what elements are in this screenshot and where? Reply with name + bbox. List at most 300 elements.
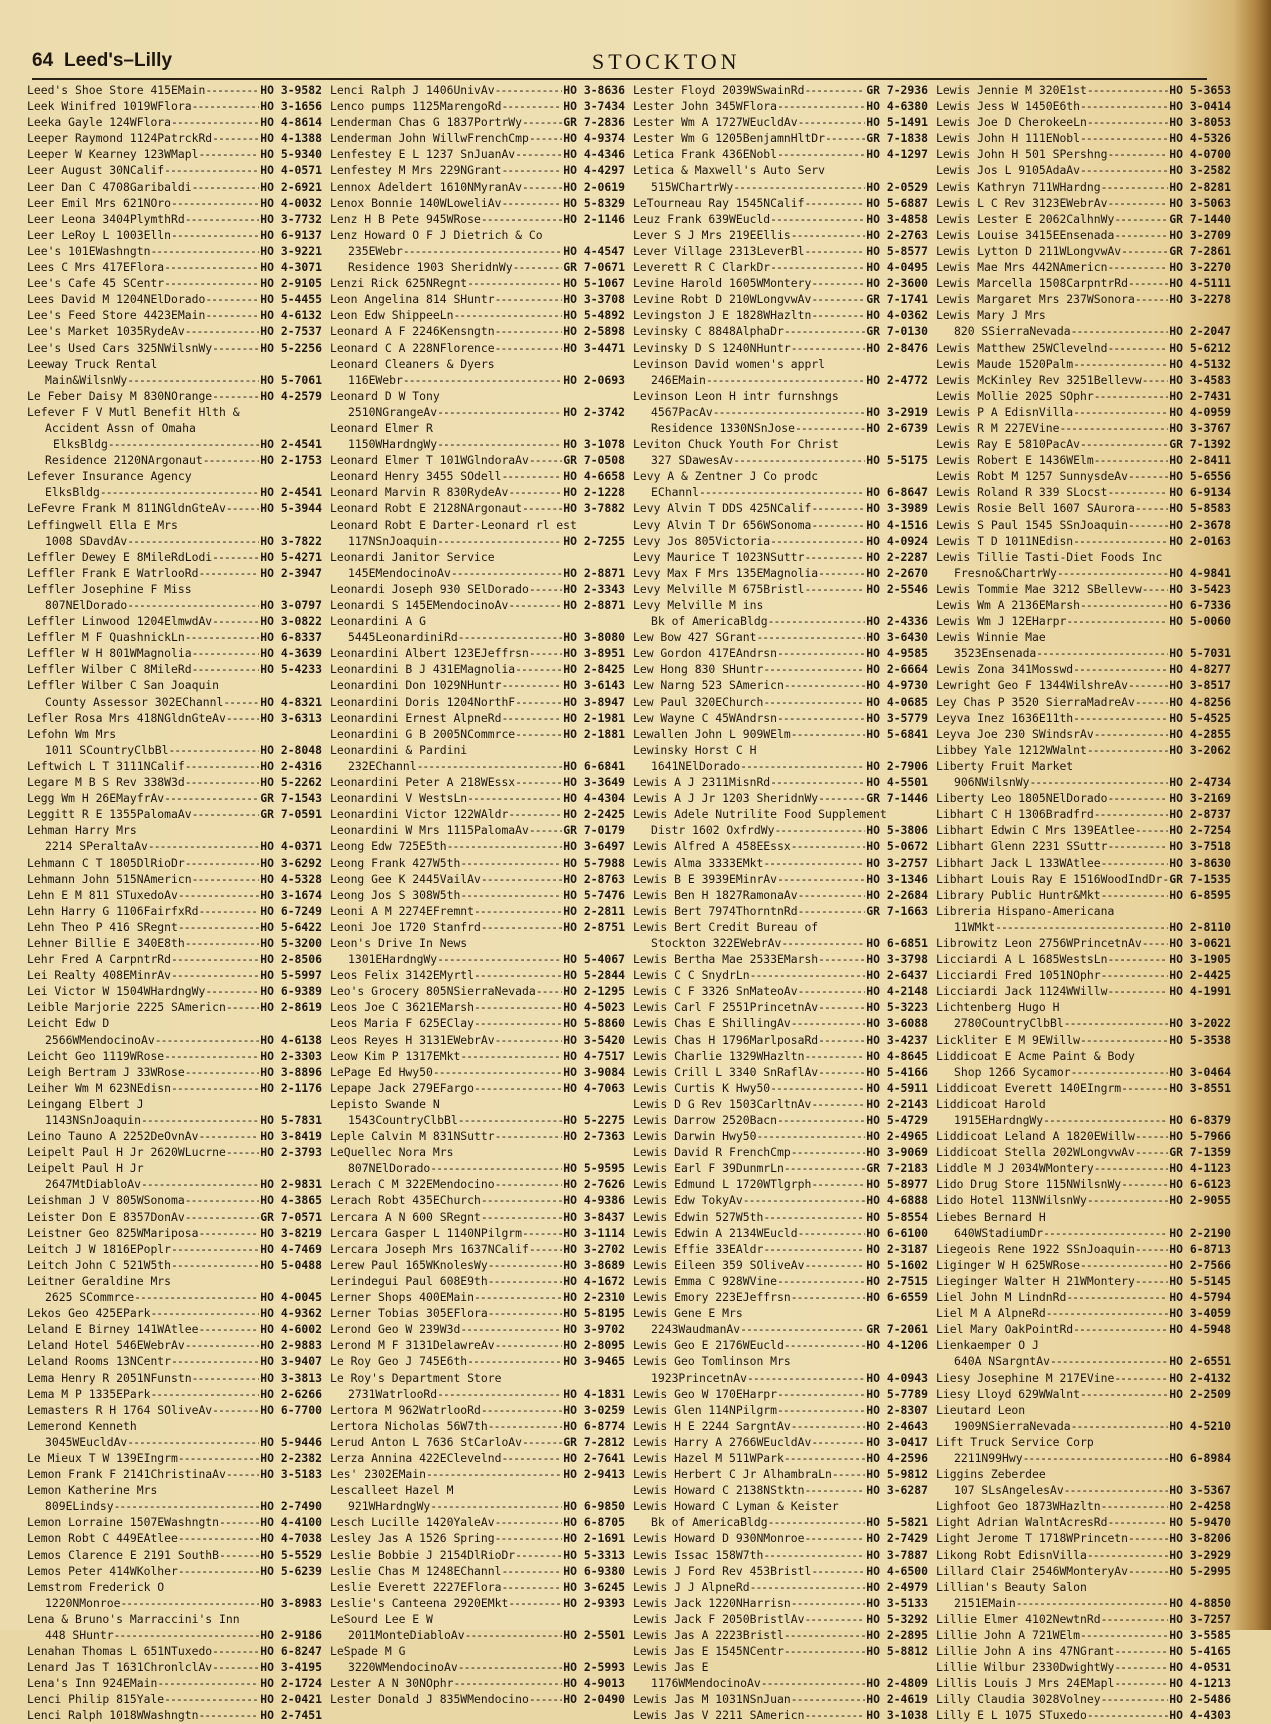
leader-dots	[495, 291, 563, 307]
phone-number: HO 2-1228	[563, 485, 625, 500]
listing-entry	[936, 468, 1231, 484]
leader-dots	[155, 1032, 260, 1048]
listing-entry	[936, 1514, 1231, 1530]
phone-number: HO 5-4067	[563, 952, 625, 967]
listing-name: Lee's Market 1035RydeAv	[27, 324, 185, 339]
listing-entry	[633, 500, 928, 516]
leader-dots	[1135, 1128, 1168, 1144]
listing-name: Leonard Marvin R 830RydeAv	[330, 485, 509, 500]
listing-name: Lew Narng 523 SAmericn	[633, 678, 784, 693]
leader-dots	[198, 903, 259, 919]
phone-number: GR 7-0671	[563, 260, 625, 275]
listing-name: Lertora M 962WatrlooRd	[330, 1402, 481, 1417]
listing-entry	[27, 1353, 322, 1369]
listing-entry	[936, 1675, 1231, 1691]
phone-number: HO 2-0163	[1169, 533, 1231, 548]
phone-number: HO 3-9702	[563, 1322, 625, 1337]
listing-name: Leeper Raymond 1124PatrckRd	[27, 131, 213, 146]
listing-entry	[27, 1176, 322, 1192]
phone-number: HO 4-4297	[563, 163, 625, 178]
leader-dots	[1036, 645, 1168, 661]
phone-number: HO 2-1295	[563, 984, 625, 999]
phone-number: HO 3-1078	[563, 437, 625, 452]
leader-dots	[777, 1112, 865, 1128]
listing-entry	[330, 838, 625, 854]
leader-dots	[127, 533, 259, 549]
phone-number: HO 2-4316	[260, 758, 322, 773]
listing-name: Lemos Clarence E 2191 SouthB	[27, 1547, 220, 1562]
listing-entry	[27, 1691, 322, 1707]
leader-dots	[529, 452, 562, 468]
phone-number: HO 2-0693	[563, 372, 625, 387]
phone-number: HO 2-2310	[563, 1290, 625, 1305]
listing-name: Lewis Herbert C Jr AlhambraLn	[633, 1467, 832, 1482]
listing-name: Leonard Cleaners & Dyers	[330, 356, 495, 371]
phone-number: HO 3-2022	[1169, 1016, 1231, 1031]
phone-number: HO 4-9841	[1169, 565, 1231, 580]
listing-name: Lilly E L 1075 STuxedo	[936, 1708, 1087, 1723]
listing-entry	[633, 259, 928, 275]
leader-dots	[1071, 1064, 1169, 1080]
listing-name: Levine Robt D 210WLongvwAv	[633, 292, 812, 307]
listing-name: Leyva Joe 230 SWindsrAv	[936, 726, 1094, 741]
listing-name: Leo's Grocery 805NSierraNevada	[330, 984, 536, 999]
leader-dots	[763, 855, 865, 871]
leader-dots	[832, 1466, 865, 1482]
phone-number: HO 4-1123	[1169, 1161, 1231, 1176]
listing-entry	[27, 533, 322, 549]
listing-entry	[27, 565, 322, 581]
phone-number: HO 2-2143	[866, 1096, 928, 1111]
listing-entry	[936, 291, 1231, 307]
listing-name: ElksBldg	[45, 485, 100, 500]
listing-name: Lever S J Mrs 219EEllis	[633, 227, 791, 242]
phone-number: HO 3-1674	[260, 887, 322, 902]
listing-name: 116EWebr	[348, 372, 403, 387]
listing-entry	[936, 967, 1231, 983]
listing-entry	[633, 999, 928, 1015]
listing-entry	[27, 1643, 322, 1659]
listing-name: 1641NElDorado	[651, 758, 741, 773]
listing-entry	[330, 1176, 625, 1192]
leader-dots	[529, 1241, 562, 1257]
listing-entry	[633, 903, 928, 919]
listing-name: Leed's Shoe Store 415EMain	[27, 83, 206, 97]
listing-name: Lewis Lytton D 211WLongvwAv	[936, 243, 1122, 258]
listing-entry	[936, 677, 1231, 693]
leader-dots	[791, 1691, 866, 1707]
listing-name: Leino Tauno A 2252DeOvnAv	[27, 1129, 199, 1144]
listing-entry	[330, 388, 625, 404]
listing-name: Leos Maria F 625EClay	[330, 1016, 475, 1031]
phone-number: HO 6-7336	[1169, 598, 1231, 612]
listing-name: Lerindegui Paul 608E9th	[330, 1273, 488, 1288]
column-3	[633, 82, 928, 1724]
phone-number: HO 3-5183	[260, 1467, 322, 1482]
phone-number: HO 3-8517	[1169, 678, 1231, 693]
listing-entry	[633, 1064, 928, 1080]
leader-dots	[488, 1273, 563, 1289]
directory-columns	[27, 82, 1231, 1723]
phone-number: HO 2-1691	[563, 1531, 625, 1546]
phone-number: HO 4-7063	[563, 1080, 625, 1095]
phone-number: HO 4-0685	[866, 694, 928, 709]
listing-name: Leland Rooms 13NCentr	[27, 1354, 172, 1369]
phone-number: HO 3-2919	[866, 404, 928, 419]
listing-name: Leland Hotel 546EWebrAv	[27, 1338, 185, 1353]
leader-dots	[467, 275, 562, 291]
listing-name: Levy Alvin T DDS 425NCalif	[633, 501, 812, 516]
listing-entry	[330, 1289, 625, 1305]
leader-dots	[791, 1595, 866, 1611]
listing-entry	[936, 919, 1231, 935]
phone-number: HO 5-8195	[563, 1306, 625, 1321]
listing-name: Library Public Huntr&Mkt	[936, 887, 1101, 902]
phone-number: HO 5-5997	[260, 968, 322, 983]
phone-number: HO 4-9013	[563, 1676, 625, 1691]
leader-dots	[1087, 742, 1168, 758]
phone-number: HO 5-4892	[563, 308, 625, 323]
leader-dots	[1107, 484, 1168, 500]
phone-number: HO 3-0414	[1169, 99, 1231, 114]
listing-entry	[633, 661, 928, 677]
listing-name: Levinson David women's apprl	[633, 356, 826, 371]
phone-number: HO 4-8321	[260, 694, 322, 709]
phone-number: HO 2-3187	[866, 1241, 928, 1256]
phone-number: HO 2-7429	[866, 1531, 928, 1546]
listing-entry	[330, 1032, 625, 1048]
listing-name: Leos Felix 3142EMyrtl	[330, 968, 475, 983]
listing-entry	[27, 661, 322, 677]
leader-dots	[1080, 98, 1168, 114]
listing-entry	[936, 774, 1231, 790]
phone-number: HO 6-9850	[563, 1499, 625, 1514]
listing-entry	[330, 146, 625, 162]
listing-entry	[633, 291, 928, 307]
leader-dots	[536, 983, 563, 999]
listing-name: Lena & Bruno's Marraccini's Inn	[27, 1611, 240, 1626]
listing-name: Leos Joe C 3621EMarsh	[330, 1000, 475, 1015]
phone-number: HO 2-4809	[866, 1676, 928, 1691]
leader-dots	[804, 1048, 865, 1064]
listing-name: Lewis John H 501 SPershng	[936, 147, 1108, 162]
phone-number: HO 5-7988	[563, 855, 625, 870]
leader-dots	[164, 1691, 259, 1707]
leader-dots	[474, 999, 562, 1015]
listing-entry	[27, 1434, 322, 1450]
listing-entry	[330, 1048, 625, 1064]
listing-name: Leftwich L T 3111NCalif	[27, 758, 185, 773]
listing-name: Leos Reyes H 3131EWebrAv	[330, 1032, 495, 1047]
listing-name: Lewis Rosie Bell 1607 SAurora	[936, 501, 1135, 516]
listing-entry	[27, 549, 322, 565]
listing-entry	[330, 1370, 625, 1386]
listing-entry	[330, 983, 625, 999]
leader-dots	[1107, 259, 1168, 275]
listing-entry	[936, 259, 1231, 275]
listing-entry	[936, 549, 1231, 565]
listing-entry	[330, 1386, 625, 1402]
phone-number: HO 6-6559	[866, 1290, 928, 1305]
listing-name: Lewis D G Rev 1503CarltnAv	[633, 1096, 812, 1111]
listing-entry	[330, 1273, 625, 1289]
leader-dots	[770, 533, 865, 549]
listing-entry	[633, 323, 928, 339]
listing-entry	[936, 1402, 1231, 1418]
phone-number: HO 4-4304	[563, 791, 625, 806]
phone-number: HO 4-2148	[866, 984, 928, 999]
leader-dots	[205, 983, 259, 999]
listing-entry	[633, 162, 928, 178]
listing-entry	[27, 1547, 322, 1563]
phone-number: HO 5-3200	[260, 935, 322, 950]
listing-name: 327 SDawesAv	[651, 453, 734, 468]
listing-entry	[330, 1659, 625, 1675]
leader-dots	[1107, 983, 1168, 999]
leader-dots	[1121, 1176, 1168, 1192]
listing-name: Legg Wm H 26EMayfrAv	[27, 791, 165, 806]
leader-dots	[212, 1402, 259, 1418]
listing-entry	[633, 871, 928, 887]
leader-dots	[1059, 420, 1168, 436]
phone-number: GR 7-0591	[260, 807, 322, 822]
listing-name: Liesy Lloyd 629WWalnt	[936, 1386, 1081, 1401]
phone-number: HO 2-8871	[563, 598, 625, 612]
listing-name: Likong Robt EdisnVilla	[936, 1547, 1087, 1562]
leader-dots	[164, 162, 259, 178]
listing-name: Lema M P 1335EPark	[27, 1386, 151, 1401]
phone-number: HO 6-8379	[1169, 1113, 1231, 1127]
listing-entry	[633, 710, 928, 726]
leader-dots	[481, 919, 562, 935]
listing-name: Leeka Gayle 124WFlora	[27, 115, 172, 130]
listing-entry	[633, 1192, 928, 1208]
leader-dots	[791, 1289, 866, 1305]
listing-name: Lewis J Ford Rev 453Bristl	[633, 1563, 812, 1578]
phone-number: HO 5-7789	[866, 1386, 928, 1401]
listing-entry	[633, 935, 928, 951]
listing-entry	[330, 549, 625, 565]
phone-number: HO 5-6422	[260, 919, 322, 934]
leader-dots	[1016, 1595, 1169, 1611]
page-number: 64	[32, 50, 54, 71]
listing-entry	[330, 1160, 625, 1176]
phone-number: HO 2-8281	[1169, 179, 1231, 194]
listing-name: Lenci Ralph J 1406UnivAv	[330, 83, 495, 97]
listing-name: 809ELindsy	[45, 1499, 114, 1514]
listing-name: Distr 1602 OxfrdWy	[651, 823, 775, 838]
listing-entry	[330, 1611, 625, 1627]
listing-entry	[936, 195, 1231, 211]
leader-dots	[1121, 243, 1168, 259]
listing-name: Lillie John A 721WElm	[936, 1628, 1081, 1642]
leader-dots	[205, 291, 259, 307]
phone-number: HO 4-5210	[1169, 1418, 1231, 1433]
phone-number: HO 4-6658	[563, 469, 625, 484]
listing-entry	[27, 1675, 322, 1691]
listing-entry	[936, 323, 1231, 339]
listing-entry	[330, 1257, 625, 1273]
listing-entry	[330, 517, 625, 533]
listing-name: Leon Edw ShippeeLn	[330, 308, 454, 323]
leader-dots	[185, 629, 260, 645]
listing-name: Liebes Bernard H	[936, 1209, 1046, 1224]
phone-number: HO 3-8053	[1169, 115, 1231, 130]
listing-name: 2011MonteDiabloAv	[348, 1628, 465, 1642]
phone-number: HO 2-7254	[1169, 823, 1231, 838]
listing-name: Lewis McKinley Rev 3251Bellevw	[936, 372, 1142, 387]
phone-number: HO 6-8337	[260, 630, 322, 645]
listing-entry	[330, 291, 625, 307]
phone-number: HO 3-7434	[563, 99, 625, 114]
listing-entry	[936, 1547, 1231, 1563]
listing-entry	[633, 1547, 928, 1563]
listing-entry	[27, 1321, 322, 1337]
listing-entry	[936, 597, 1231, 613]
listing-entry	[330, 1353, 625, 1369]
listing-name: Light Adrian WalntAcresRd	[936, 1515, 1108, 1530]
leader-dots	[761, 1675, 866, 1691]
listing-name: Leek Winifred 1019WFlora	[27, 99, 192, 114]
listing-entry	[27, 694, 322, 710]
listing-name: Lewis Ben H 1827RamonaAv	[633, 887, 798, 902]
listing-entry	[27, 822, 322, 838]
listing-entry	[936, 822, 1231, 838]
listing-entry	[633, 1514, 928, 1530]
listing-entry	[330, 1402, 625, 1418]
listing-entry	[633, 114, 928, 130]
listing-name: 3220WMendocinoAv	[348, 1660, 458, 1675]
listing-name: County Assessor 302EChannl	[45, 694, 224, 709]
listing-entry	[27, 436, 322, 452]
leader-dots	[522, 1225, 562, 1241]
listing-name: Lewis John H 111ENobl	[936, 131, 1081, 146]
leader-dots	[501, 162, 562, 178]
listing-name: 1220NMonroe	[45, 1595, 121, 1610]
leader-dots	[1066, 1289, 1168, 1305]
phone-number: HO 3-5063	[1169, 195, 1231, 210]
listing-entry	[27, 130, 322, 146]
phone-number: HO 3-5420	[563, 1032, 625, 1047]
listing-name: 2731WatrlooRd	[348, 1386, 438, 1401]
listing-name: Lewis Bertha Mae 2533EMarsh	[633, 952, 819, 967]
leader-dots	[171, 195, 259, 211]
leader-dots	[150, 1305, 259, 1321]
phone-number: HO 2-3678	[1169, 517, 1231, 532]
listing-name: 820 SSierraNevada	[954, 324, 1071, 339]
leader-dots	[811, 1176, 865, 1192]
leader-dots	[1071, 323, 1169, 339]
leader-dots	[501, 1579, 562, 1595]
leader-dots	[474, 967, 562, 983]
leader-dots	[1107, 838, 1168, 854]
phone-number: HO 5-4271	[260, 549, 322, 564]
leader-dots	[212, 130, 259, 146]
listing-entry	[633, 533, 928, 549]
leader-dots	[508, 597, 562, 613]
phone-number: HO 2-9055	[1169, 1193, 1231, 1208]
leader-dots	[529, 822, 562, 838]
listing-name: Lewis Jack F 2050BristlAv	[633, 1611, 805, 1626]
leader-dots	[192, 806, 260, 822]
listing-name: Lerach C M 322EMendocino	[330, 1177, 495, 1192]
leader-dots	[114, 1627, 260, 1643]
leader-dots	[495, 323, 563, 339]
phone-number: HO 2-2684	[866, 887, 928, 902]
phone-number: HO 2-3742	[563, 404, 625, 419]
listing-entry	[330, 1209, 625, 1225]
listing-entry	[330, 307, 625, 323]
listing-name: Lei Realty 408EMinrAv	[27, 968, 172, 983]
phone-number: HO 3-2709	[1169, 227, 1231, 242]
listing-entry	[936, 130, 1231, 146]
phone-number: HO 3-2929	[1169, 1547, 1231, 1562]
leader-dots	[1046, 1305, 1169, 1321]
leader-dots	[515, 661, 562, 677]
leader-dots	[467, 790, 562, 806]
listing-entry	[27, 1402, 322, 1418]
phone-number: HO 2-7363	[563, 1129, 625, 1144]
listing-entry	[936, 710, 1231, 726]
listing-entry	[936, 340, 1231, 356]
listing-entry	[27, 307, 322, 323]
listing-name: Lester Floyd 2039WSwainRd	[633, 83, 805, 97]
listing-name: Lewis Darwin Hwy50	[633, 1129, 757, 1144]
leader-dots	[1142, 935, 1169, 951]
leader-dots	[488, 1257, 563, 1273]
listing-entry	[27, 1563, 322, 1579]
leader-dots	[171, 227, 259, 243]
leader-dots	[529, 1691, 562, 1707]
phone-number: HO 3-5367	[1169, 1483, 1231, 1498]
leader-dots	[212, 613, 259, 629]
leader-dots	[1080, 130, 1168, 146]
leader-dots	[1101, 179, 1169, 195]
listing-name: Lewallen John L 909WElm	[633, 726, 791, 741]
listing-name: Lewis Robert E 1436WElm	[936, 453, 1094, 468]
leader-dots	[804, 581, 865, 597]
phone-number: HO 5-2995	[1169, 1563, 1231, 1578]
listing-name: Leipelt Paul H Jr	[27, 1161, 144, 1176]
listing-name: Leslie's Canteena 2920EMkt	[330, 1595, 509, 1610]
listing-name: Lees David M 1204NElDorado	[27, 292, 206, 307]
phone-number: HO 4-0362	[866, 308, 928, 323]
leader-dots	[171, 1241, 259, 1257]
leader-dots	[219, 1514, 259, 1530]
phone-number: HO 5-3223	[866, 1000, 928, 1015]
phone-number: HO 3-6430	[866, 630, 928, 645]
leader-dots	[798, 114, 866, 130]
phone-number: GR 7-1741	[866, 292, 928, 307]
phone-number: HO 3-1038	[866, 1708, 928, 1723]
listing-name: Leonardini & Pardini	[330, 742, 468, 757]
listing-name: Liddle M J 2034WMontery	[936, 1161, 1094, 1176]
listing-entry	[936, 146, 1231, 162]
listing-entry	[27, 291, 322, 307]
listing-entry	[330, 1498, 625, 1514]
listing-entry	[330, 1595, 625, 1611]
listing-name: Liddicoat Everett 140EIngrm	[936, 1080, 1122, 1095]
listing-entry	[936, 1289, 1231, 1305]
listing-name: Lewis A J 2311MisnRd	[633, 775, 771, 790]
listing-name: Lienkaemper O J	[936, 1338, 1039, 1353]
phone-number: HO 2-0421	[260, 1692, 322, 1707]
listing-name: Lewis P A EdisnVilla	[936, 404, 1074, 419]
leader-dots	[784, 1337, 865, 1353]
leader-dots	[460, 1321, 562, 1337]
phone-number: HO 6-8984	[1169, 1450, 1231, 1465]
listing-entry	[27, 597, 322, 613]
